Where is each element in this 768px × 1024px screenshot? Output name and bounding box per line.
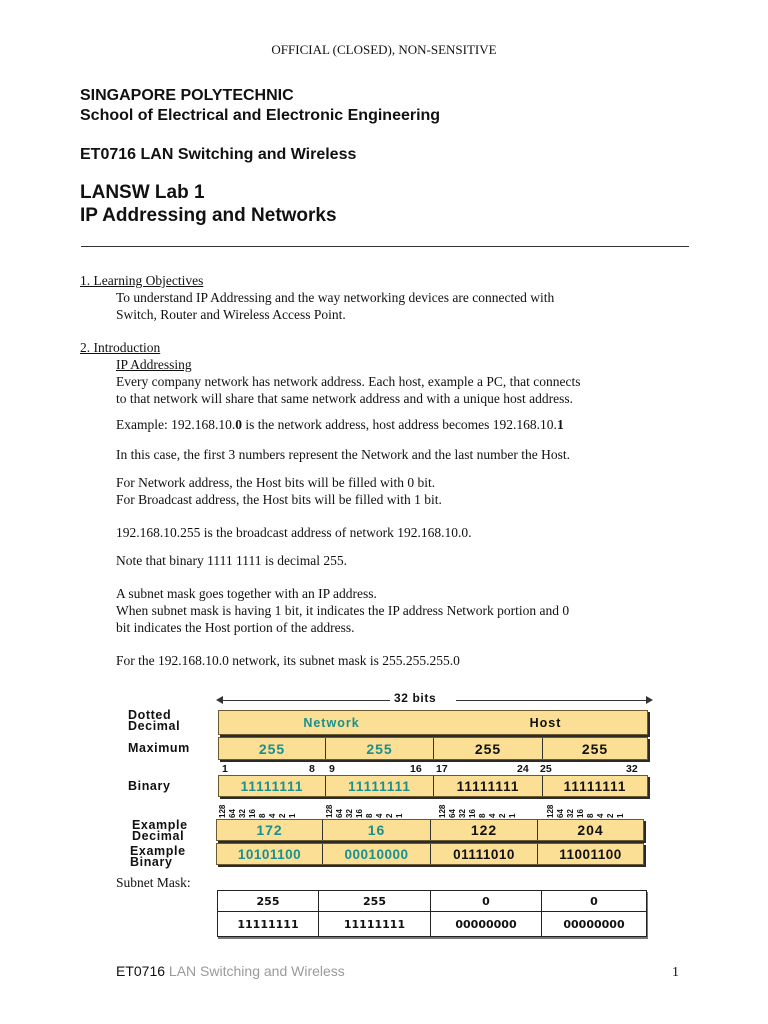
bit-weight: 32	[458, 809, 467, 818]
example-network-octet: 0	[235, 417, 242, 432]
bit-number: 9	[329, 763, 335, 775]
intro-paragraph-1a: Every company network has network address. Each host, example a PC, that connects	[116, 374, 581, 389]
classification-label: OFFICIAL (CLOSED), NON-SENSITIVE	[271, 42, 497, 57]
row-label-line: Example	[132, 818, 188, 832]
maximum-octet-1: 255	[258, 740, 286, 757]
bit-weight: 128	[325, 804, 334, 818]
example-line	[116, 416, 564, 433]
portion-band	[218, 710, 648, 735]
bit-weights-octet-3	[438, 798, 518, 818]
bit-weight: 16	[248, 809, 257, 818]
bit-weight: 32	[345, 809, 354, 818]
bit-weight: 8	[258, 813, 267, 818]
bit-weight: 128	[218, 804, 227, 818]
bit-width-label: 32 bits	[394, 691, 437, 705]
bit-weight: 2	[606, 813, 615, 818]
bit-number: 32	[626, 763, 638, 775]
bit-weight: 8	[478, 813, 487, 818]
bit-weight: 32	[566, 809, 575, 818]
mask-decimal-cell: 0	[542, 891, 647, 912]
example-prefix: Example: 192.168.10.	[116, 417, 236, 432]
bit-weight: 4	[375, 813, 384, 818]
maximum-octet-4: 255	[542, 738, 647, 759]
bit-weight: 16	[468, 809, 477, 818]
row-label-example-binary	[130, 846, 186, 868]
intro-paragraph-6: Note that binary 1111 1111 is decimal 255.	[116, 553, 347, 568]
row-label-line: Example	[130, 844, 186, 858]
maximum-octet-3: 255	[433, 738, 542, 759]
table-row-binary	[218, 912, 647, 937]
bit-weights-octet-4	[546, 798, 626, 818]
bit-weight: 16	[576, 809, 585, 818]
bit-weight: 4	[596, 813, 605, 818]
bit-number: 16	[410, 763, 422, 775]
bit-weight: 64	[228, 809, 237, 818]
maximum-band	[218, 737, 648, 760]
mask-binary-cell: 00000000	[431, 912, 542, 937]
example-binary-band	[216, 843, 644, 865]
example-decimal-octet-1: 172	[256, 822, 283, 838]
bit-weight: 1	[508, 813, 517, 818]
ip-addressing-subheading: IP Addressing	[116, 357, 192, 372]
example-binary-octet-2: 00010000	[322, 844, 430, 864]
example-decimal-octet-3: 122	[430, 820, 537, 840]
example-binary-octet-3: 01111010	[430, 844, 537, 864]
maximum-octet-2: 255	[325, 738, 433, 759]
intro-paragraph-4b: For Broadcast address, the Host bits will be filled with 1 bit.	[116, 492, 442, 507]
row-label-dotted-decimal	[128, 710, 180, 732]
intro-paragraph-8: For the 192.168.10.0 network, its subnet mask is 255.255.255.0	[116, 653, 460, 668]
mask-decimal-cell: 255	[319, 891, 431, 912]
host-portion-label: Host	[529, 715, 562, 730]
intro-paragraph-7b: When subnet mask is having 1 bit, it indicates the IP address Network portion and 0	[116, 603, 570, 618]
example-decimal-octet-4: 204	[537, 820, 643, 840]
arrow-line-right	[456, 700, 650, 701]
bit-weight: 64	[448, 809, 457, 818]
row-label-maximum: Maximum	[128, 741, 190, 755]
bit-weights-octet-1	[218, 798, 298, 818]
intro-paragraph-7a: A subnet mask goes together with an IP address.	[116, 586, 377, 601]
course-title: ET0716 LAN Switching and Wireless	[80, 146, 357, 163]
bit-number: 24	[517, 763, 529, 775]
row-label-line: Decimal	[128, 719, 181, 733]
row-label-example-decimal	[132, 820, 188, 842]
bit-number: 1	[222, 763, 228, 775]
row-label-line: Binary	[130, 855, 173, 869]
arrow-head-right-icon	[646, 696, 653, 704]
network-portion-label: Network	[303, 715, 360, 730]
bit-weight: 2	[498, 813, 507, 818]
bit-weight: 128	[546, 804, 555, 818]
objectives-text-1: To understand IP Addressing and the way networking devices are connected with	[116, 290, 555, 305]
objectives-heading: 1. Learning Objectives	[80, 273, 204, 288]
arrow-line-left	[218, 700, 390, 701]
footer-course-code: ET0716	[116, 963, 166, 979]
row-label-line: Dotted	[128, 708, 172, 722]
introduction-heading: 2. Introduction	[80, 340, 161, 355]
row-label-binary: Binary	[128, 779, 171, 793]
example-binary-octet-1: 10101100	[237, 846, 302, 862]
intro-paragraph-7c: bit indicates the Host portion of the address.	[116, 620, 355, 635]
footer-course-title: LAN Switching and Wireless	[165, 963, 345, 979]
intro-paragraph-3: In this case, the first 3 numbers represent the Network and the last number the Host.	[116, 447, 571, 462]
bit-weight: 8	[365, 813, 374, 818]
table-row-decimal	[218, 891, 647, 912]
bit-weight: 64	[335, 809, 344, 818]
page-number: 1	[672, 965, 679, 980]
lab-subtitle: IP Addressing and Networks	[80, 205, 337, 226]
bit-weight: 2	[385, 813, 394, 818]
title-divider	[81, 246, 689, 247]
lab-title: LANSW Lab 1	[80, 182, 205, 203]
mask-decimal-cell: 0	[431, 891, 542, 912]
footer-course	[116, 963, 345, 979]
binary-band	[218, 775, 648, 797]
bit-weight: 1	[395, 813, 404, 818]
example-decimal-octet-2: 16	[322, 820, 430, 840]
binary-octet-1: 11111111	[240, 778, 304, 794]
example-host-octet: 1	[556, 417, 564, 432]
bit-weight: 1	[288, 813, 297, 818]
bit-weight: 32	[238, 809, 247, 818]
intro-paragraph-1b: to that network will share that same network address and with a unique host address.	[116, 391, 574, 406]
example-middle: is the network address, host address becomes 192.168.10.	[241, 417, 557, 432]
binary-octet-4: 11111111	[542, 776, 647, 796]
bit-number: 8	[309, 763, 315, 775]
mask-binary-cell: 11111111	[319, 912, 431, 937]
row-label-line: Decimal	[132, 829, 185, 843]
objectives-text-2: Switch, Router and Wireless Access Point.	[116, 307, 346, 322]
bit-number: 17	[436, 763, 448, 775]
subnet-mask-table	[217, 890, 647, 937]
bit-weight: 2	[278, 813, 287, 818]
bit-width-arrow	[218, 691, 650, 705]
mask-binary-cell: 00000000	[542, 912, 647, 937]
mask-binary-cell: 11111111	[218, 912, 319, 937]
example-binary-octet-4: 11001100	[537, 844, 643, 864]
arrow-head-left-icon	[216, 696, 223, 704]
school-name: School of Electrical and Electronic Engineering	[80, 107, 441, 124]
subnet-mask-label: Subnet Mask:	[116, 875, 191, 890]
bit-number: 25	[540, 763, 552, 775]
binary-octet-3: 11111111	[433, 776, 542, 796]
intro-paragraph-4a: For Network address, the Host bits will be filled with 0 bit.	[116, 475, 436, 490]
bit-weight: 4	[488, 813, 497, 818]
intro-paragraph-5: 192.168.10.255 is the broadcast address of network 192.168.10.0.	[116, 525, 472, 540]
bit-weight: 8	[586, 813, 595, 818]
binary-octet-2: 11111111	[325, 776, 433, 796]
bit-weight: 4	[268, 813, 277, 818]
institution-name: SINGAPORE POLYTECHNIC	[80, 87, 294, 104]
bit-weight: 128	[438, 804, 447, 818]
mask-decimal-cell: 255	[218, 891, 319, 912]
bit-weight: 16	[355, 809, 364, 818]
bit-weight: 64	[556, 809, 565, 818]
example-decimal-band	[216, 819, 644, 841]
bit-weights-octet-2	[325, 798, 405, 818]
bit-weight: 1	[616, 813, 625, 818]
